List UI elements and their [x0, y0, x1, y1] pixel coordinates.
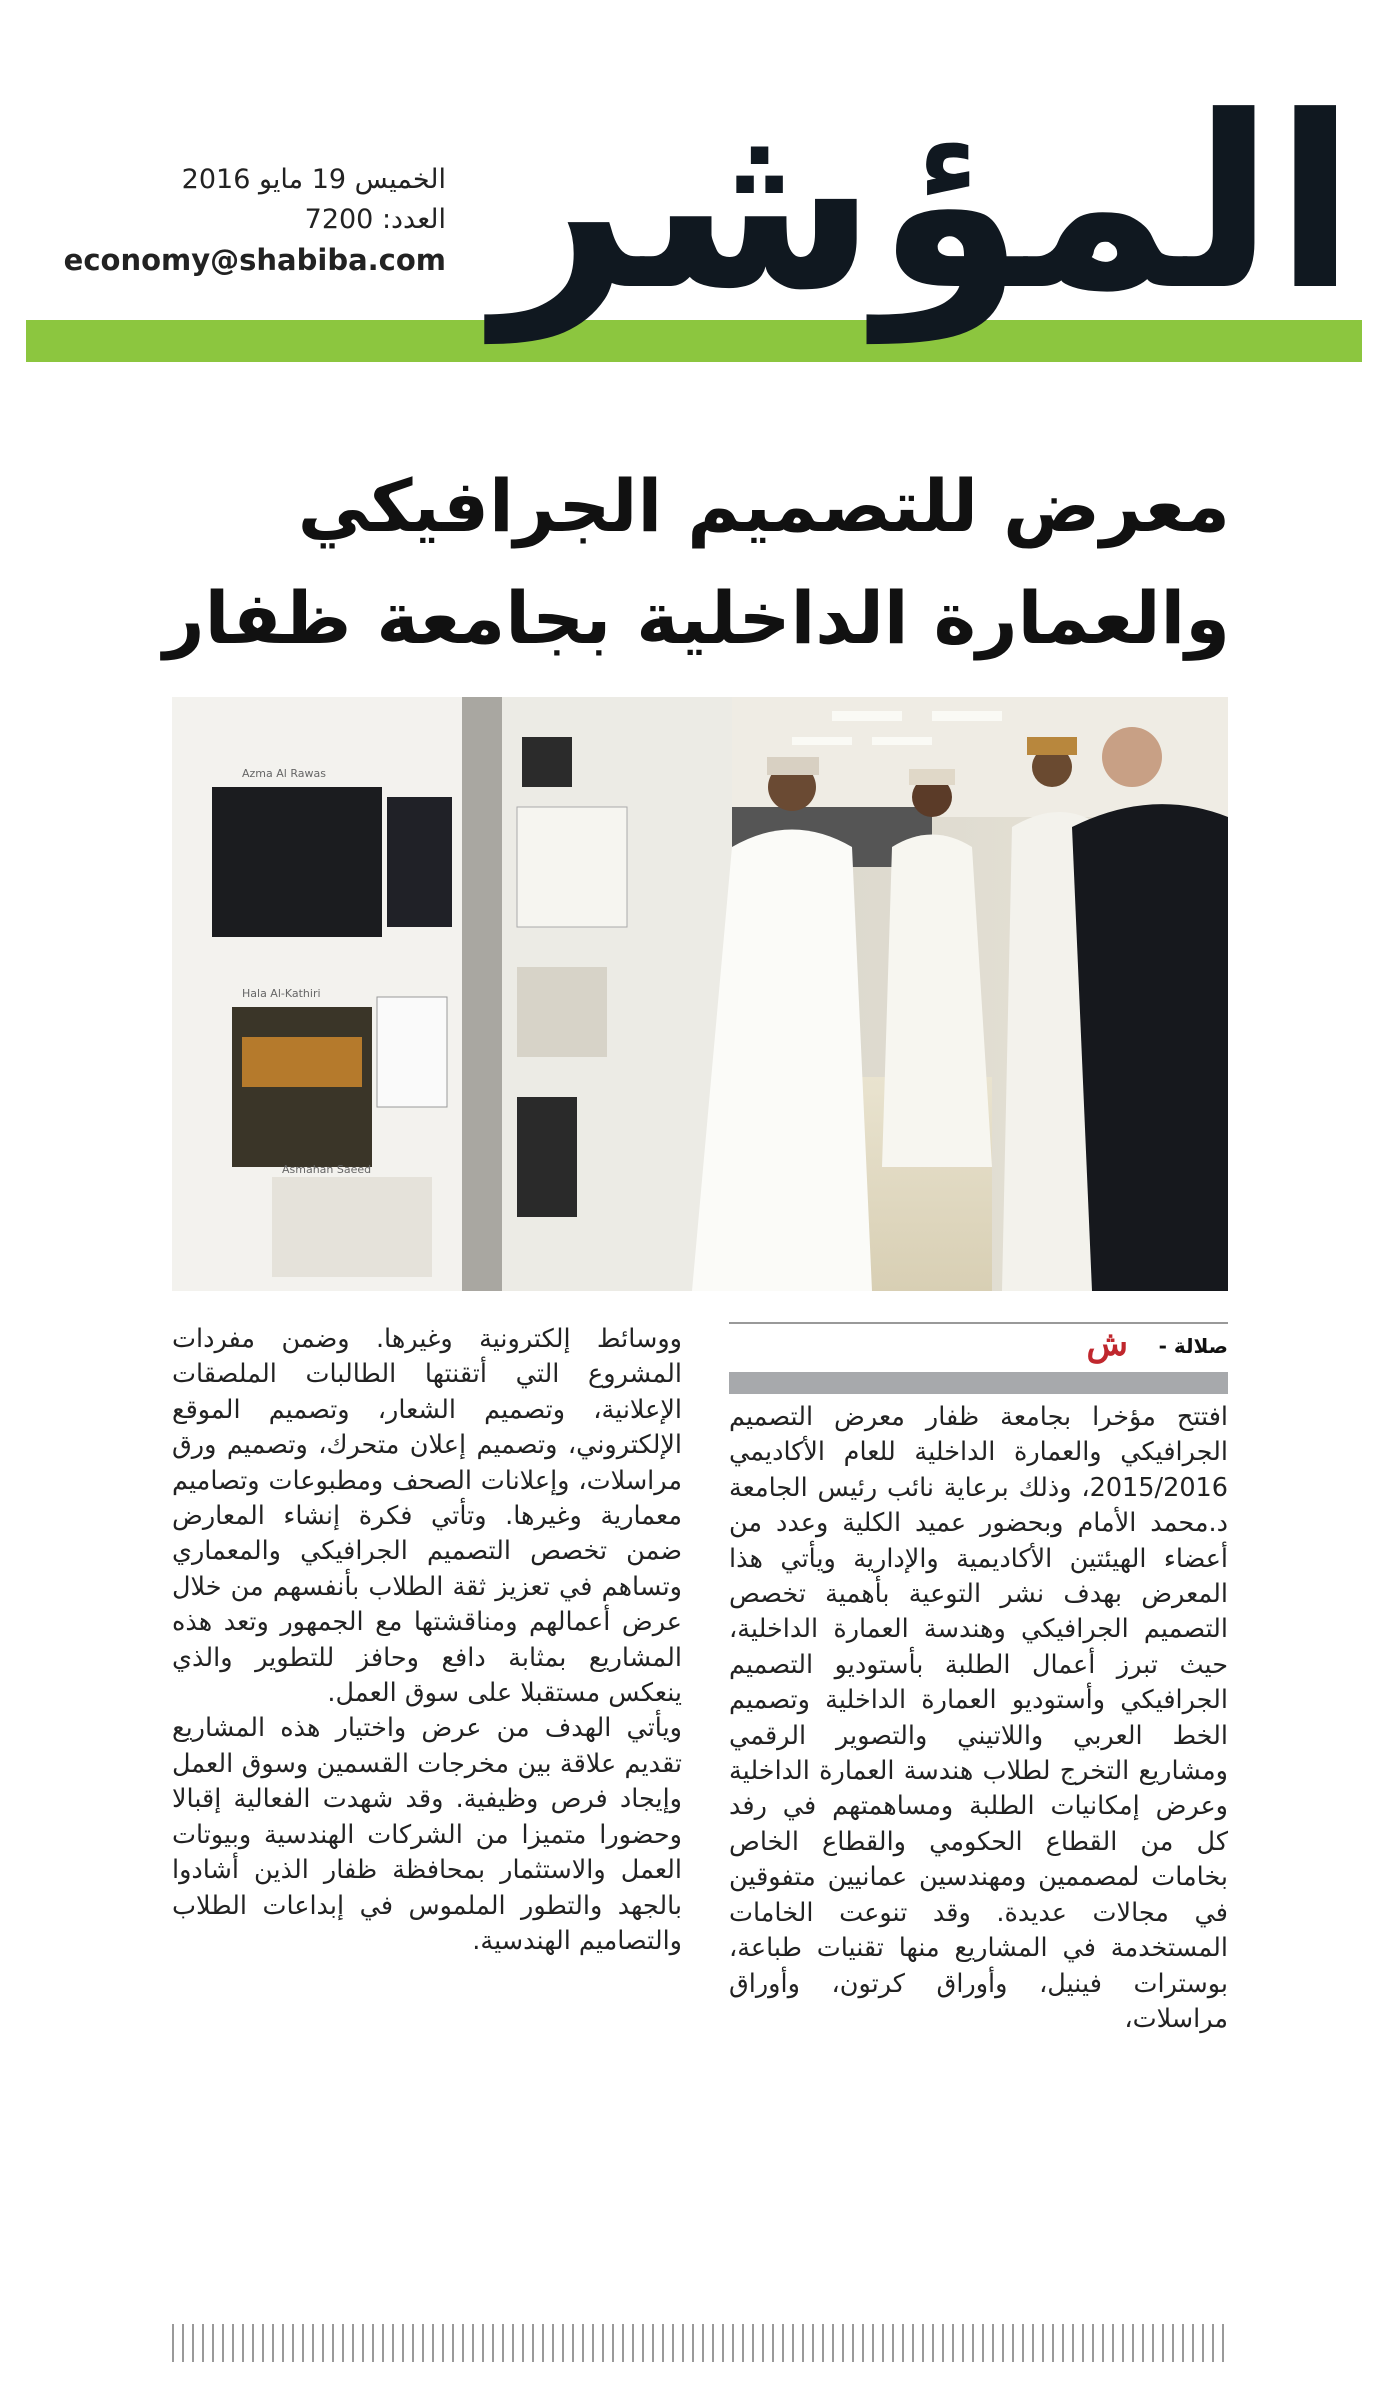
- byline-place: صلالة -: [1158, 1334, 1228, 1358]
- article-column-right: افتتح مؤخرا بجامعة ظفار معرض التصميم الجرافيكي والعمارة الداخلية للعام الأكاديمي 2015/2016، وذلك برعاية نائب رئيس الجامعة د.محمد الأمام وبحضور عميد الكلية وعدد من أعضاء الهيئتين الأكاديمية والإدارية ويأتي هذا المعرض بهدف نشر التوعية بأهمية تخصص التصميم الجرافيكي وهندسة العمارة الداخلية، حيث تبرز أعمال الطلبة بأستوديو التصميم الجرافيكي وأستوديو العمارة الداخلية وتصميم الخط العربي واللاتيني والتصوير الرقمي ومشاريع التخرج لطلاب هندسة العمارة الداخلية وعرض إمكانيات الطلبة ومساهمتهم في رفد كل من القطاع الحكومي والقطاع الخاص بخامات لمصممين ومهندسين عمانيين متفوقين في مجالات عديدة. وقد تنوعت الخامات المستخدمة في المشاريع منها تقنيات طباعة، بوسترات فينيل، وأوراق كرتون، وأوراق مراسلات،: [729, 1402, 1228, 2034]
- article-paragraph-2: ويأتي الهدف من عرض واختيار هذه المشاريع تقديم علاقة بين مخرجات القسمين وسوق العمل وإيجاد فرص وظيفية. وقد شهدت الفعالية إقبالا وحضورا متميزا من الشركات الهندسية وبيوتات العمل والاستثمار بمحافظة ظفار الذين أشادوا بالجهد والتطور الملموس في إبداعات الطلاب والتصاميم الهندسية.: [172, 1713, 682, 1956]
- masthead-title: المؤشر: [494, 66, 1356, 343]
- poster-caption-2: Hala Al-Kathiri: [242, 987, 321, 1000]
- section-email-link[interactable]: economy@shabiba.com: [63, 243, 446, 277]
- headline-line-1: معرض للتصميم الجرافيكي: [297, 464, 1230, 548]
- byline-logo: ش: [1086, 1324, 1128, 1364]
- footer-barcode-rule: [172, 2324, 1228, 2362]
- article-headline: [160, 450, 1230, 674]
- issue-number: العدد: 7200: [304, 204, 446, 235]
- poster-caption-3: Asmahan Saeed: [282, 1163, 372, 1176]
- byline-divider: [729, 1372, 1228, 1394]
- article-paragraph-1: ووسائط إلكترونية وغيرها. وضمن مفردات المشروع التي أتقنتها الطالبات الملصقات الإعلانية، وتصميم الشعار، وتصميم الموقع الإلكتروني، وتصميم إعلان متحرك، وتصميم ورق مراسلات، وإعلانات الصحف ومطبوعات وتصاميم معمارية وغيرها. وتأتي فكرة إنشاء المعارض ضمن تخصص التصميم الجرافيكي والمعماري وتساهم في تعزيز ثقة الطلاب بأنفسهم من خلال عرض أعمالهم ومناقشتها مع الجمهور وتعد هذه المشاريع بمثابة دافع وحافز للتطوير والذي ينعكس مستقبلا على سوق العمل.: [172, 1324, 682, 1709]
- poster-caption-1: Azma Al Rawas: [242, 767, 326, 780]
- issue-info: [26, 160, 446, 280]
- issue-date: الخميس 19 مايو 2016: [181, 164, 446, 195]
- headline-line-2: والعمارة الداخلية بجامعة ظفار: [163, 576, 1230, 660]
- article-column-left: [172, 1322, 682, 1959]
- exhibition-photo: [172, 697, 1228, 1291]
